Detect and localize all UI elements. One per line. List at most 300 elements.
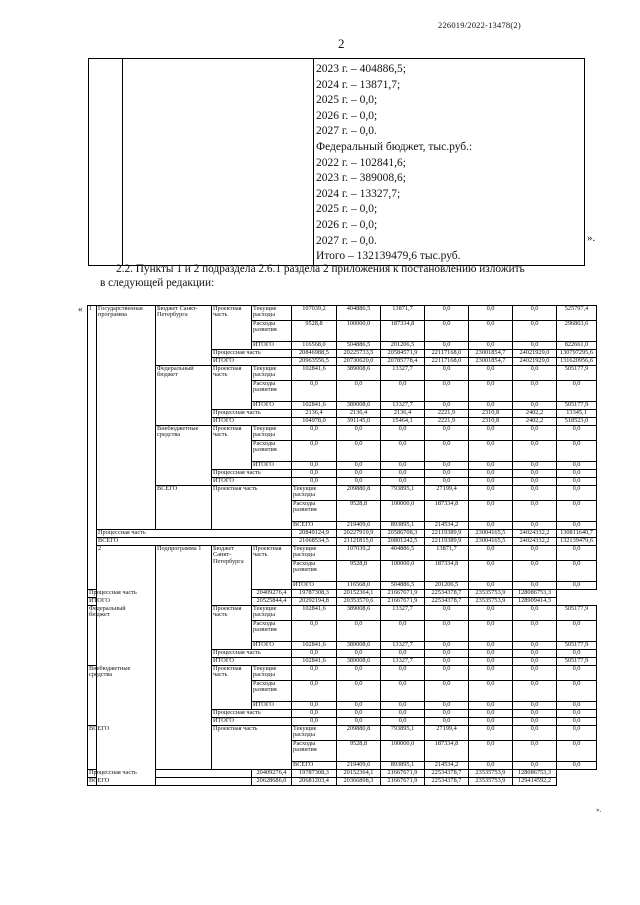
- program-name: Подпрограмма 1: [156, 546, 212, 770]
- value-cell: 0,0: [469, 321, 513, 342]
- value-cell: 0,0: [425, 718, 469, 726]
- budget-source: Внебюджетные средства: [156, 426, 212, 486]
- value-cell: 389008,6: [337, 606, 381, 621]
- value-cell: 404886,5: [381, 546, 425, 561]
- value-cell: 0,0: [513, 762, 557, 770]
- value-cell: 22119389,9: [425, 538, 469, 546]
- funding-line: Итого – 132139479,6 тыс.руб.: [316, 250, 461, 263]
- value-cell: 0,0: [513, 522, 557, 530]
- expense-type: Текущие расходы: [252, 366, 292, 381]
- value-cell: 23004165,5: [469, 530, 513, 538]
- value-cell: 22534378,7: [425, 770, 469, 778]
- value-cell: 0,0: [337, 702, 381, 710]
- value-cell: 0,0: [469, 666, 513, 681]
- value-cell: 20586708,3: [381, 530, 425, 538]
- expense-type: Расходы развития: [252, 381, 292, 402]
- value-cell: 0,0: [425, 702, 469, 710]
- value-cell: 20785778,4: [381, 358, 425, 366]
- value-cell: 27199,4: [425, 726, 469, 741]
- value-cell: 505177,9: [557, 642, 597, 650]
- budget-source: Бюджет Санкт-Петербурга: [212, 546, 252, 606]
- value-cell: 102841,6: [292, 366, 337, 381]
- value-cell: 2402,2: [513, 410, 557, 418]
- value-cell: 9528,8: [337, 501, 381, 522]
- value-cell: 793895,1: [381, 486, 425, 501]
- value-cell: 2310,8: [469, 418, 513, 426]
- value-cell: 0,0: [513, 381, 557, 402]
- value-cell: 0,0: [337, 666, 381, 681]
- value-cell: 22119389,9: [425, 530, 469, 538]
- value-cell: 23535753,9: [469, 770, 513, 778]
- value-cell: 0,0: [469, 522, 513, 530]
- value-cell: 0,0: [425, 441, 469, 462]
- process-label: Процессная часть: [212, 710, 292, 718]
- value-cell: 0,0: [292, 426, 337, 441]
- value-cell: 116568,0: [292, 342, 337, 350]
- value-cell: 0,0: [557, 522, 597, 530]
- process-label: Процессная часть: [212, 350, 292, 358]
- value-cell: 505177,9: [557, 366, 597, 381]
- value-cell: 504886,5: [381, 582, 425, 590]
- value-cell: 0,0: [469, 306, 513, 321]
- value-cell: 20366898,3: [337, 778, 381, 786]
- value-cell: 0,0: [513, 718, 557, 726]
- value-cell: 0,0: [557, 762, 597, 770]
- value-cell: 0,0: [469, 726, 513, 741]
- value-cell: 0,0: [292, 462, 337, 470]
- budget-source: Внебюджетные средства: [88, 666, 97, 726]
- value-cell: 0,0: [469, 681, 513, 702]
- expense-type: Текущие расходы: [252, 666, 292, 681]
- process-label: Процессная часть: [212, 470, 292, 478]
- part-label: Проектная часть: [212, 426, 252, 470]
- value-cell: 0,0: [337, 426, 381, 441]
- value-cell: 0,0: [513, 486, 557, 501]
- funding-line: Федеральный бюджет, тыс.руб.:: [316, 140, 473, 153]
- value-cell: 505177,9: [557, 402, 597, 410]
- value-cell: 0,0: [425, 666, 469, 681]
- value-cell: 0,0: [513, 366, 557, 381]
- value-cell: 19787308,3: [292, 770, 337, 778]
- value-cell: 0,0: [337, 718, 381, 726]
- value-cell: 0,0: [469, 710, 513, 718]
- value-cell: 505177,9: [557, 606, 597, 621]
- value-cell: 0,0: [292, 710, 337, 718]
- value-cell: 0,0: [337, 470, 381, 478]
- value-cell: 23001854,7: [469, 358, 513, 366]
- budget-source: Федеральный бюджет: [88, 606, 97, 666]
- grand-total-label: ВСЕГО: [88, 778, 252, 786]
- value-cell: 21667671,9: [381, 590, 425, 598]
- table-row: [88, 546, 597, 561]
- value-cell: 21667671,9: [381, 778, 425, 786]
- value-cell: 0,0: [381, 621, 425, 642]
- value-cell: 128086753,3: [513, 770, 557, 778]
- expense-type: Расходы развития: [252, 441, 292, 462]
- value-cell: 24021929,0: [513, 358, 557, 366]
- value-cell: 0,0: [381, 702, 425, 710]
- value-cell: 214534,2: [425, 522, 469, 530]
- value-cell: 187334,8: [381, 321, 425, 342]
- part-label: Проектная часть: [212, 486, 292, 530]
- value-cell: 0,0: [513, 666, 557, 681]
- value-cell: 0,0: [469, 462, 513, 470]
- value-cell: 0,0: [425, 366, 469, 381]
- value-cell: 23004165,5: [469, 538, 513, 546]
- value-cell: 13327,7: [381, 606, 425, 621]
- value-cell: 518523,0: [557, 418, 597, 426]
- value-cell: 2136,4: [381, 410, 425, 418]
- value-cell: 0,0: [513, 321, 557, 342]
- value-cell: 0,0: [469, 650, 513, 658]
- value-cell: 209880,8: [337, 726, 381, 741]
- value-cell: 0,0: [557, 666, 597, 681]
- value-cell: 23535753,9: [469, 778, 513, 786]
- value-cell: 20227919,9: [337, 530, 381, 538]
- value-cell: 22534378,7: [425, 598, 469, 606]
- value-cell: 21667671,9: [381, 770, 425, 778]
- value-cell: 0,0: [292, 470, 337, 478]
- value-cell: 20963556,5: [292, 358, 337, 366]
- value-cell: 0,0: [513, 658, 557, 666]
- value-cell: 23535753,9: [469, 590, 513, 598]
- funding-lines: [314, 59, 584, 265]
- value-cell: 404886,5: [337, 306, 381, 321]
- program-name: Государственная программа: [97, 306, 156, 530]
- value-cell: 107039,2: [337, 546, 381, 561]
- value-cell: 0,0: [469, 381, 513, 402]
- value-cell: 20292194,8: [292, 598, 337, 606]
- value-cell: 2136,4: [292, 410, 337, 418]
- fragment-col-1: [89, 59, 123, 266]
- value-cell: 0,0: [557, 486, 597, 501]
- value-cell: 0,0: [381, 666, 425, 681]
- expense-type: ИТОГО: [252, 402, 292, 410]
- value-cell: 0,0: [557, 546, 597, 561]
- value-cell: 0,0: [557, 561, 597, 582]
- value-cell: 0,0: [425, 681, 469, 702]
- value-cell: 0,0: [469, 426, 513, 441]
- expense-type: Текущие расходы: [292, 726, 337, 741]
- opening-quote: «: [78, 304, 83, 314]
- value-cell: 9528,8: [337, 561, 381, 582]
- value-cell: 100000,0: [381, 561, 425, 582]
- value-cell: 0,0: [469, 561, 513, 582]
- value-cell: 23001854,7: [469, 350, 513, 358]
- table-row: [88, 366, 597, 381]
- value-cell: 102841,6: [292, 658, 337, 666]
- value-cell: 0,0: [469, 642, 513, 650]
- value-cell: 0,0: [425, 658, 469, 666]
- value-cell: 0,0: [513, 426, 557, 441]
- value-cell: 0,0: [513, 642, 557, 650]
- value-cell: 0,0: [513, 306, 557, 321]
- value-cell: 0,0: [557, 478, 597, 486]
- value-cell: 0,0: [425, 478, 469, 486]
- value-cell: 187334,8: [425, 561, 469, 582]
- expense-type: ВСЕГО: [292, 762, 337, 770]
- value-cell: 9528,8: [292, 321, 337, 342]
- value-cell: 0,0: [513, 470, 557, 478]
- value-cell: 0,0: [337, 650, 381, 658]
- expense-type: Текущие расходы: [292, 546, 337, 561]
- fragment-funding-cell: [314, 59, 585, 266]
- value-cell: 0,0: [381, 650, 425, 658]
- part-label: Проектная часть: [252, 546, 292, 590]
- process-label: Процессная часть: [88, 770, 252, 778]
- value-cell: 2136,4: [337, 410, 381, 418]
- value-cell: 131620956,6: [557, 358, 597, 366]
- value-cell: 0,0: [469, 342, 513, 350]
- value-cell: 24024332,2: [513, 530, 557, 538]
- value-cell: 0,0: [557, 381, 597, 402]
- value-cell: 132139479,6: [557, 538, 597, 546]
- value-cell: 219409,6: [337, 762, 381, 770]
- value-cell: 0,0: [292, 478, 337, 486]
- value-cell: 2310,8: [469, 410, 513, 418]
- fragment-col-2: [123, 59, 314, 266]
- value-cell: 0,0: [557, 710, 597, 718]
- value-cell: 130811640,7: [557, 530, 597, 538]
- value-cell: 20584571,9: [381, 350, 425, 358]
- value-cell: 0,0: [337, 462, 381, 470]
- value-cell: 201206,5: [425, 582, 469, 590]
- value-cell: 13345,1: [557, 410, 597, 418]
- total-label: ИТОГО: [212, 718, 292, 726]
- value-cell: 20628686,0: [252, 778, 292, 786]
- value-cell: 0,0: [557, 650, 597, 658]
- value-cell: 0,0: [469, 478, 513, 486]
- value-cell: 0,0: [425, 426, 469, 441]
- value-cell: 0,0: [557, 426, 597, 441]
- value-cell: 0,0: [381, 462, 425, 470]
- closing-quote: ».: [596, 806, 602, 814]
- value-cell: 0,0: [557, 681, 597, 702]
- expense-type: Расходы развития: [252, 321, 292, 342]
- value-cell: 0,0: [381, 441, 425, 462]
- value-cell: 13327,7: [381, 642, 425, 650]
- value-cell: 20525844,4: [252, 598, 292, 606]
- value-cell: 504886,5: [337, 342, 381, 350]
- value-cell: 19787308,3: [292, 590, 337, 598]
- value-cell: 107039,2: [292, 306, 337, 321]
- value-cell: 0,0: [557, 726, 597, 741]
- value-cell: 0,0: [425, 621, 469, 642]
- value-cell: 0,0: [381, 426, 425, 441]
- value-cell: 0,0: [381, 718, 425, 726]
- value-cell: 23535753,9: [469, 598, 513, 606]
- expense-type: Расходы развития: [252, 681, 292, 702]
- grand-total-label: ВСЕГО: [97, 538, 292, 546]
- value-cell: 22117168,0: [425, 358, 469, 366]
- value-cell: 0,0: [425, 470, 469, 478]
- funding-line: 2023 г. – 404886,5;: [316, 63, 406, 75]
- budget-source: Бюджет Санкт-Петербурга: [156, 306, 212, 366]
- value-cell: 505177,9: [557, 658, 597, 666]
- process-label: Процессная часть: [97, 530, 292, 538]
- value-cell: 0,0: [513, 342, 557, 350]
- value-cell: 9528,8: [337, 741, 381, 762]
- previous-table-fragment: [88, 58, 585, 266]
- value-cell: 100000,0: [381, 501, 425, 522]
- row-number: 2: [97, 546, 156, 786]
- value-cell: 0,0: [513, 741, 557, 762]
- value-cell: 0,0: [469, 501, 513, 522]
- total-label: ИТОГО: [212, 418, 292, 426]
- value-cell: 209880,8: [337, 486, 381, 501]
- value-cell: 20152364,1: [337, 590, 381, 598]
- value-cell: 0,0: [557, 621, 597, 642]
- process-label: Процессная часть: [88, 590, 156, 598]
- value-cell: 22534378,7: [425, 778, 469, 786]
- value-cell: 24021929,0: [513, 350, 557, 358]
- part-label: Проектная часть: [212, 726, 292, 770]
- value-cell: 0,0: [337, 441, 381, 462]
- budget-source: Федеральный бюджет: [156, 366, 212, 426]
- value-cell: 20409276,4: [252, 590, 292, 598]
- value-cell: 0,0: [513, 402, 557, 410]
- value-cell: 24024332,2: [513, 538, 557, 546]
- row-number: 1: [88, 306, 97, 590]
- value-cell: 13871,7: [425, 546, 469, 561]
- value-cell: 0,0: [425, 342, 469, 350]
- table-row: [88, 778, 597, 786]
- expense-type: Текущие расходы: [292, 486, 337, 501]
- value-cell: 0,0: [469, 621, 513, 642]
- value-cell: 102841,6: [292, 402, 337, 410]
- value-cell: 0,0: [557, 470, 597, 478]
- table-row: [88, 306, 597, 321]
- value-cell: 13871,7: [381, 306, 425, 321]
- value-cell: 128086753,3: [513, 590, 557, 598]
- value-cell: 0,0: [513, 546, 557, 561]
- value-cell: 0,0: [337, 710, 381, 718]
- part-label: Проектная часть: [212, 366, 252, 410]
- funding-line: 2026 г. – 0,0;: [316, 109, 378, 122]
- value-cell: 0,0: [469, 470, 513, 478]
- value-cell: 13327,7: [381, 402, 425, 410]
- value-cell: 20225733,5: [337, 350, 381, 358]
- value-cell: 0,0: [425, 642, 469, 650]
- expense-type: Текущие расходы: [252, 606, 292, 621]
- value-cell: 0,0: [469, 718, 513, 726]
- value-cell: 0,0: [425, 462, 469, 470]
- expense-type: ИТОГО: [252, 342, 292, 350]
- expense-type: Расходы развития: [292, 741, 337, 762]
- value-cell: 21121815,0: [337, 538, 381, 546]
- value-cell: 0,0: [292, 381, 337, 402]
- expense-type: Расходы развития: [252, 621, 292, 642]
- value-cell: 20353570,6: [337, 598, 381, 606]
- total-label: ИТОГО: [212, 478, 292, 486]
- value-cell: 0,0: [557, 582, 597, 590]
- process-label: Процессная часть: [212, 410, 292, 418]
- value-cell: 0,0: [469, 441, 513, 462]
- value-cell: 0,0: [425, 402, 469, 410]
- value-cell: 21667671,9: [381, 598, 425, 606]
- table-row: [88, 486, 597, 501]
- value-cell: 0,0: [557, 501, 597, 522]
- value-cell: 20849124,9: [292, 530, 337, 538]
- value-cell: 0,0: [292, 718, 337, 726]
- expense-type: ИТОГО: [292, 582, 337, 590]
- funding-line: 2022 г. – 102841,6;: [316, 156, 406, 169]
- value-cell: 0,0: [292, 650, 337, 658]
- value-cell: 0,0: [469, 762, 513, 770]
- expense-type: ИТОГО: [252, 642, 292, 650]
- value-cell: 129414592,2: [513, 778, 557, 786]
- value-cell: 0,0: [469, 582, 513, 590]
- expense-type: Расходы развития: [292, 561, 337, 582]
- value-cell: 0,0: [381, 681, 425, 702]
- value-cell: 0,0: [425, 321, 469, 342]
- value-cell: 0,0: [513, 441, 557, 462]
- value-cell: 102841,6: [292, 606, 337, 621]
- expense-type: Текущие расходы: [252, 306, 292, 321]
- page-number: 2: [338, 36, 345, 51]
- value-cell: 391145,0: [337, 418, 381, 426]
- value-cell: 0,0: [469, 402, 513, 410]
- expense-type: Расходы развития: [292, 501, 337, 522]
- value-cell: 0,0: [513, 702, 557, 710]
- value-cell: 20730620,0: [337, 358, 381, 366]
- part-label: Проектная часть: [212, 606, 252, 650]
- value-cell: 20152364,1: [337, 770, 381, 778]
- value-cell: 187334,8: [425, 501, 469, 522]
- value-cell: 2402,2: [513, 418, 557, 426]
- funding-line: 2023 г. – 389008,6;: [316, 172, 406, 185]
- value-cell: 20409276,4: [252, 770, 292, 778]
- amendment-paragraph-line2: в следующей редакции:: [100, 277, 215, 289]
- value-cell: 0,0: [513, 710, 557, 718]
- document-number: 226019/2022-13478(2): [438, 20, 521, 30]
- value-cell: 0,0: [557, 441, 597, 462]
- value-cell: 0,0: [425, 606, 469, 621]
- value-cell: 0,0: [469, 658, 513, 666]
- value-cell: 389008,6: [337, 366, 381, 381]
- value-cell: 2221,9: [425, 418, 469, 426]
- value-cell: 0,0: [513, 478, 557, 486]
- value-cell: 0,0: [337, 681, 381, 702]
- expense-type: ИТОГО: [252, 702, 292, 710]
- process-label: Процессная часть: [212, 650, 292, 658]
- funding-line: 2025 г. – 0,0;: [316, 203, 378, 216]
- table-row: [88, 426, 597, 441]
- total-label: ИТОГО: [212, 358, 292, 366]
- value-cell: 104978,0: [292, 418, 337, 426]
- value-cell: 0,0: [381, 381, 425, 402]
- part-label: Проектная часть: [212, 306, 252, 350]
- value-cell: 15464,1: [381, 418, 425, 426]
- value-cell: 22117168,0: [425, 350, 469, 358]
- value-cell: 20846988,5: [292, 350, 337, 358]
- value-cell: 0,0: [557, 718, 597, 726]
- value-cell: 102841,6: [292, 642, 337, 650]
- value-cell: 0,0: [513, 561, 557, 582]
- value-cell: 296863,6: [557, 321, 597, 342]
- value-cell: 0,0: [469, 702, 513, 710]
- value-cell: 0,0: [513, 501, 557, 522]
- value-cell: 0,0: [513, 606, 557, 621]
- funding-line: 2027 г. – 0,0.: [316, 125, 377, 138]
- value-cell: 22534378,7: [425, 590, 469, 598]
- expense-type: ИТОГО: [252, 462, 292, 470]
- value-cell: 0,0: [381, 478, 425, 486]
- value-cell: 0,0: [513, 650, 557, 658]
- value-cell: 389008,6: [337, 658, 381, 666]
- value-cell: 0,0: [469, 606, 513, 621]
- expense-type: ВСЕГО: [292, 522, 337, 530]
